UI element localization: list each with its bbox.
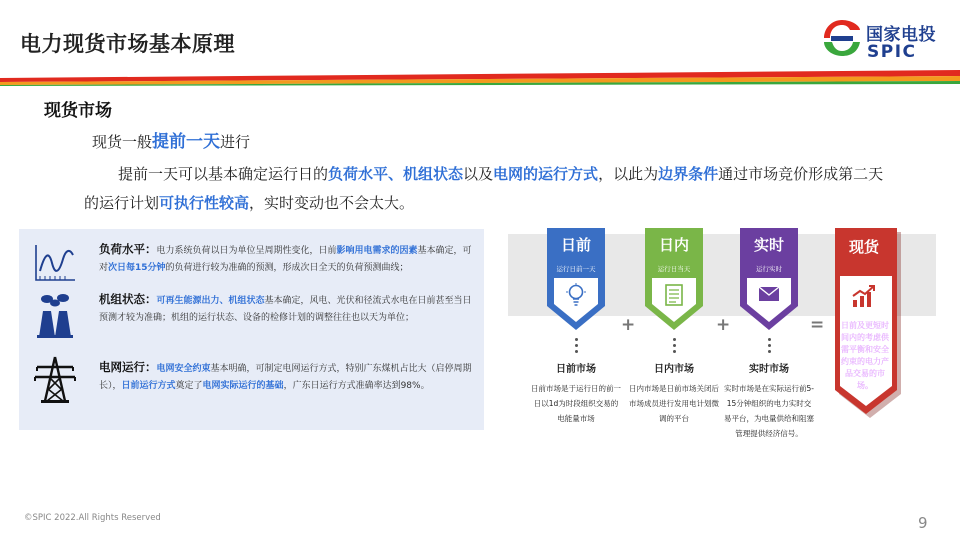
body-text: 基本确定，风电、光伏和径流式水电在日前甚至当日预测才较为准确；机组的运行状态、设备的检修计划的调整往往也以天为单位；: [99, 296, 472, 323]
spic-emblem-icon: [820, 16, 864, 60]
page-number: 9: [918, 514, 928, 532]
stage-title: 实时: [753, 236, 784, 254]
connector-dots: [767, 338, 771, 356]
transmission-tower-icon: [33, 355, 77, 403]
body-text: 提前一天可以基本确定运行日的: [118, 165, 329, 183]
spic-logo: [820, 16, 950, 64]
market-desc-realtime: 实时市场是在实际运行前5-15分钟组织的电力实时交易平台，为电量供给和阻塞管理提供经济信号。: [724, 384, 814, 438]
body-text: 以及: [463, 165, 494, 183]
stage-intraday: [645, 228, 703, 332]
market-desc-day-ahead: 日前市场是于运行日的前一日以1d为时段组织交易的电能量市场: [531, 384, 621, 423]
subline-highlight: 提前一天: [152, 132, 221, 152]
body-text: ，广东日运行方式准确率达到98%。: [283, 381, 430, 391]
section-title: 现货市场: [44, 101, 112, 121]
highlight-text: 电网安全约束: [156, 364, 211, 374]
document-icon: [664, 284, 684, 306]
highlight-text: 边界条件: [658, 165, 719, 183]
info-text-units: 机组状态：可再生能源出力、机组状态基本确定，风电、光伏和径流式水电在日前甚至当日预测才较为准确；机组的运行状态、设备的检修计划的调整往往也以天为单位；: [99, 292, 472, 323]
copyright-text: ©SPIC 2022.All Rights Reserved: [24, 513, 161, 523]
info-text-grid: 电网运行：电网安全约束基本明确，可制定电网运行方式，特别广东煤机占比大（启停周期长），日前运行方式奠定了电网实际运行的基础，广东日运行方式准确率达到98%。: [99, 360, 472, 391]
highlight-text: 电网实际运行的基础: [202, 381, 284, 391]
stage-day-ahead: [547, 228, 605, 332]
body-text: 奠定了: [175, 381, 203, 391]
power-plant-icon: [33, 293, 77, 339]
highlight-text: 负荷水平、机组状态: [328, 165, 464, 183]
body-text: ，以此为: [598, 165, 659, 183]
highlight-text: 电网的运行方式: [493, 165, 599, 183]
market-desc-intraday: 日内市场是日前市场关闭后市场成员进行发用电计划微调的平台: [629, 384, 719, 423]
header-stripe: [0, 68, 960, 90]
body-text: ，实时变动也不会太大。: [249, 194, 415, 212]
stage-subtitle: 运行实时: [756, 265, 782, 273]
stage-title: 日内: [658, 236, 689, 254]
market-title-intraday: 日内市场: [654, 364, 694, 375]
body-text: 通过市场竞价形成第二天的运行计划: [84, 165, 884, 212]
connector-dots: [672, 338, 676, 356]
body-text: 电力系统负荷以日为单位呈周期性变化，日前: [156, 246, 337, 256]
highlight-text: 可执行性较高: [159, 194, 250, 212]
body-text: 的负荷进行较为准确的预测，形成次日全天的负荷预测曲线；: [165, 263, 409, 273]
spot-description: 日前及更短时间内的考虑供需平衡和安全约束的电力产品交易的市场。: [841, 321, 889, 390]
page-title: 电力现货市场基本原理: [20, 32, 235, 56]
plus-operator: +: [716, 315, 731, 335]
line-chart-icon: [33, 243, 77, 283]
stage-title: 日前: [560, 236, 591, 254]
growth-chart-icon: [851, 284, 877, 308]
highlight-text: 可再生能源出力、机组状态: [156, 296, 265, 306]
lightbulb-icon: [566, 283, 586, 307]
highlight-text: 日前运行方式: [121, 381, 176, 391]
highlight-text: 影响用电需求的因素: [336, 246, 418, 256]
envelope-icon: [758, 286, 780, 302]
section-subline: 现货一般提前一天进行: [92, 132, 251, 152]
stage-subtitle: 运行日当天: [657, 265, 691, 273]
body-text: 基本确定，可对: [99, 246, 472, 273]
stage-subtitle: 运行日前一天: [556, 265, 596, 273]
connector-dots: [574, 338, 578, 356]
logo-text-en: SPIC: [867, 42, 917, 62]
section-paragraph: [84, 160, 884, 218]
highlight-text: 次日每15分钟: [108, 263, 166, 273]
market-title-day-ahead: 日前市场: [556, 364, 596, 375]
logo-text-cn: 国家电投: [866, 25, 936, 45]
spot-market-card: [835, 228, 905, 420]
plus-operator: +: [621, 315, 636, 335]
spot-title: 现货: [848, 238, 879, 256]
body-text: 基本明确，可制定电网运行方式，特别广东煤机占比大（启停周期长），: [99, 364, 472, 391]
info-text-load: 负荷水平：电力系统负荷以日为单位呈周期性变化，日前影响用电需求的因素基本确定，可对次日每15分钟的负荷进行较为准确的预测，形成次日全天的负荷预测曲线；: [99, 242, 472, 273]
equals-operator: =: [810, 315, 825, 335]
stage-realtime: [740, 228, 798, 332]
info-panel: [19, 229, 484, 430]
market-title-realtime: 实时市场: [749, 364, 789, 375]
